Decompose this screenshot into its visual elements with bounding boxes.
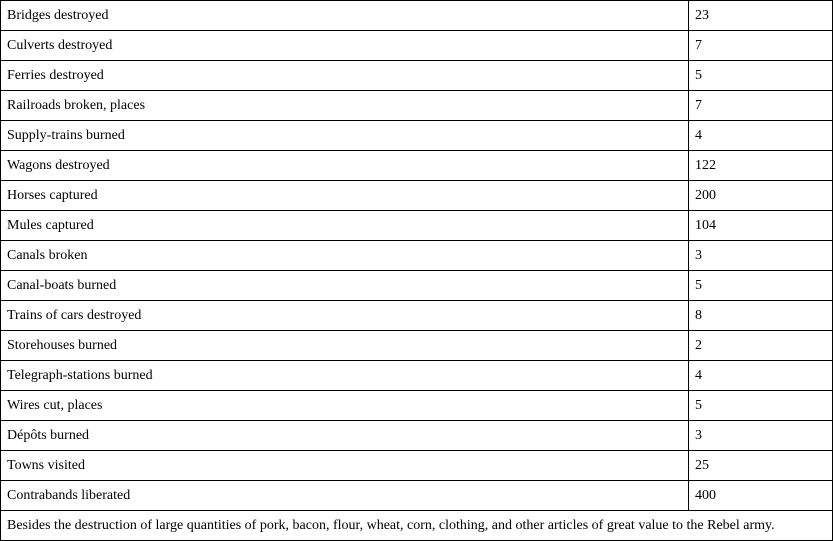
table-row (1, 181, 833, 211)
table-body (1, 1, 833, 541)
row-label: Dépôts burned (1, 421, 689, 451)
table-row (1, 421, 833, 451)
row-value: 2 (689, 331, 833, 361)
row-value: 3 (689, 241, 833, 271)
row-label: Canal-boats burned (1, 271, 689, 301)
table-row (1, 211, 833, 241)
row-value: 7 (689, 31, 833, 61)
row-value: 7 (689, 91, 833, 121)
table-row (1, 31, 833, 61)
table-row (1, 1, 833, 31)
row-value: 4 (689, 121, 833, 151)
row-label: Trains of cars destroyed (1, 301, 689, 331)
row-label: Supply-trains burned (1, 121, 689, 151)
table-row (1, 271, 833, 301)
table-row (1, 91, 833, 121)
row-label: Culverts destroyed (1, 31, 689, 61)
row-value: 23 (689, 1, 833, 31)
row-label: Canals broken (1, 241, 689, 271)
table-row (1, 331, 833, 361)
table-row (1, 121, 833, 151)
row-label: Bridges destroyed (1, 1, 689, 31)
table-row (1, 301, 833, 331)
row-value: 5 (689, 271, 833, 301)
row-value: 400 (689, 481, 833, 511)
table-row (1, 481, 833, 511)
row-label: Towns visited (1, 451, 689, 481)
row-label: Horses captured (1, 181, 689, 211)
row-value: 25 (689, 451, 833, 481)
row-value: 8 (689, 301, 833, 331)
table-row (1, 61, 833, 91)
row-label: Mules captured (1, 211, 689, 241)
footnote-text: Besides the destruction of large quantities of pork, bacon, flour, wheat, corn, clothing, and other articles of great value to the Rebel army. (1, 511, 833, 541)
row-label: Storehouses burned (1, 331, 689, 361)
footnote-row (1, 511, 833, 541)
table-row (1, 391, 833, 421)
table-row (1, 151, 833, 181)
row-value: 122 (689, 151, 833, 181)
row-value: 5 (689, 61, 833, 91)
row-value: 5 (689, 391, 833, 421)
row-label: Telegraph-stations burned (1, 361, 689, 391)
row-label: Railroads broken, places (1, 91, 689, 121)
row-value: 3 (689, 421, 833, 451)
row-label: Ferries destroyed (1, 61, 689, 91)
row-value: 200 (689, 181, 833, 211)
table-row (1, 451, 833, 481)
row-label: Contrabands liberated (1, 481, 689, 511)
table-row (1, 361, 833, 391)
row-value: 104 (689, 211, 833, 241)
table-row (1, 241, 833, 271)
row-label: Wires cut, places (1, 391, 689, 421)
row-value: 4 (689, 361, 833, 391)
row-label: Wagons destroyed (1, 151, 689, 181)
